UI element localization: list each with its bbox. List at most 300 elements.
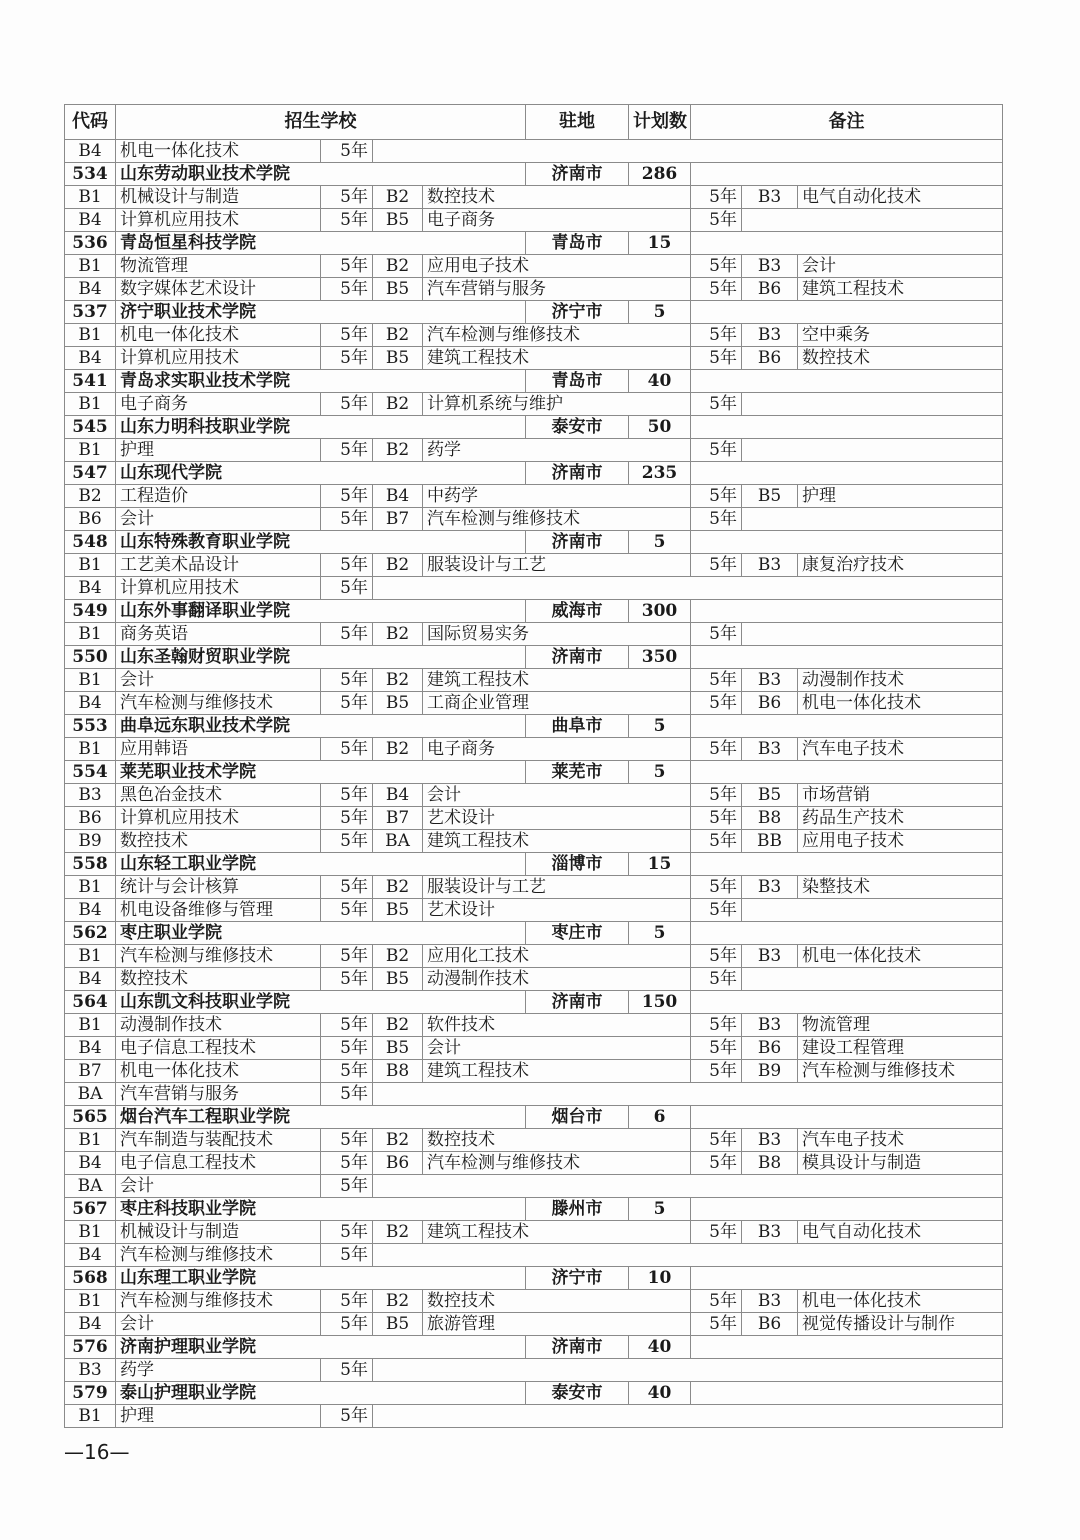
- major-row: [65, 1313, 1003, 1336]
- major-duration: 5年: [321, 485, 373, 508]
- major-row: [65, 278, 1003, 301]
- major-name: 染整技术: [798, 876, 1003, 899]
- major-duration: 5年: [691, 255, 742, 278]
- major-name: 商务英语: [116, 623, 321, 646]
- major-code: B3: [742, 554, 798, 577]
- major-code: B2: [373, 1221, 423, 1244]
- major-code: B1: [65, 393, 116, 416]
- major-row: [65, 347, 1003, 370]
- major-row: [65, 554, 1003, 577]
- major-name: 会计: [423, 1037, 691, 1060]
- school-name: 泰山护理职业学院: [116, 1382, 526, 1405]
- major-code: B1: [65, 1405, 116, 1428]
- major-row: [65, 784, 1003, 807]
- remarks-cell: [691, 232, 1003, 255]
- school-plan-count: 40: [629, 1336, 691, 1359]
- major-name: 计算机应用技术: [116, 347, 321, 370]
- major-code: B4: [65, 1037, 116, 1060]
- major-duration: 5年: [321, 393, 373, 416]
- major-name: 工商企业管理: [423, 692, 691, 715]
- major-name: 汽车检测与维修技术: [423, 1152, 691, 1175]
- school-location: 青岛市: [526, 232, 629, 255]
- major-name: 建筑工程技术: [423, 669, 691, 692]
- remarks-cell: [691, 370, 1003, 393]
- major-duration: 5年: [691, 692, 742, 715]
- school-code: 568: [65, 1267, 116, 1290]
- major-name: 统计与会计核算: [116, 876, 321, 899]
- school-code: 553: [65, 715, 116, 738]
- major-code: B4: [65, 278, 116, 301]
- major-row: [65, 140, 1003, 163]
- major-code: B6: [742, 347, 798, 370]
- major-name: 工程造价: [116, 485, 321, 508]
- major-duration: 5年: [321, 945, 373, 968]
- school-plan-count: 350: [629, 646, 691, 669]
- school-plan-count: 150: [629, 991, 691, 1014]
- major-name: 汽车检测与维修技术: [116, 1244, 321, 1267]
- major-code: B4: [65, 968, 116, 991]
- remarks-cell: [691, 163, 1003, 186]
- major-code: B7: [373, 807, 423, 830]
- major-code: B5: [373, 1313, 423, 1336]
- major-duration: 5年: [321, 623, 373, 646]
- major-row: [65, 807, 1003, 830]
- major-row: [65, 186, 1003, 209]
- major-name: 会计: [116, 1313, 321, 1336]
- major-code: B3: [742, 738, 798, 761]
- major-duration: 5年: [321, 738, 373, 761]
- major-duration: 5年: [321, 577, 373, 600]
- major-row: [65, 1175, 1003, 1198]
- major-name: 护理: [798, 485, 1003, 508]
- major-duration: 5年: [691, 945, 742, 968]
- major-duration: 5年: [321, 209, 373, 232]
- major-name: 汽车电子技术: [798, 738, 1003, 761]
- major-name: 计算机应用技术: [116, 209, 321, 232]
- major-duration: 5年: [691, 738, 742, 761]
- major-name: 康复治疗技术: [798, 554, 1003, 577]
- major-name: 汽车检测与维修技术: [798, 1060, 1003, 1083]
- major-duration: 5年: [321, 1313, 373, 1336]
- major-name: 建筑工程技术: [798, 278, 1003, 301]
- major-code: B3: [742, 186, 798, 209]
- major-name: 应用化工技术: [423, 945, 691, 968]
- empty-cell: [373, 1175, 1003, 1198]
- major-duration: 5年: [321, 1060, 373, 1083]
- major-code: B8: [742, 1152, 798, 1175]
- school-plan-count: 40: [629, 370, 691, 393]
- remarks-cell: [691, 600, 1003, 623]
- major-name: 动漫制作技术: [423, 968, 691, 991]
- major-code: BA: [65, 1083, 116, 1106]
- major-duration: 5年: [691, 1037, 742, 1060]
- school-location: 济南市: [526, 531, 629, 554]
- school-code: 576: [65, 1336, 116, 1359]
- major-code: B6: [65, 807, 116, 830]
- remarks-cell: [691, 646, 1003, 669]
- school-code: 547: [65, 462, 116, 485]
- major-row: [65, 1083, 1003, 1106]
- school-code: 579: [65, 1382, 116, 1405]
- school-plan-count: 6: [629, 1106, 691, 1129]
- major-row: [65, 1359, 1003, 1382]
- major-code: B2: [373, 1129, 423, 1152]
- major-code: B2: [373, 255, 423, 278]
- major-row: [65, 968, 1003, 991]
- major-row: [65, 899, 1003, 922]
- empty-cell: [373, 1083, 1003, 1106]
- major-name: 计算机系统与维护: [423, 393, 691, 416]
- major-row: [65, 255, 1003, 278]
- major-code: B5: [373, 692, 423, 715]
- major-name: 汽车制造与装配技术: [116, 1129, 321, 1152]
- school-plan-count: 286: [629, 163, 691, 186]
- major-code: B1: [65, 255, 116, 278]
- major-code: B2: [373, 669, 423, 692]
- major-duration: 5年: [691, 669, 742, 692]
- major-row: [65, 439, 1003, 462]
- school-location: 济宁市: [526, 301, 629, 324]
- major-code: B5: [373, 968, 423, 991]
- school-name: 青岛恒星科技学院: [116, 232, 526, 255]
- header-school: 招生学校: [116, 105, 526, 140]
- major-code: B2: [373, 738, 423, 761]
- major-name: 物流管理: [798, 1014, 1003, 1037]
- major-duration: 5年: [321, 1244, 373, 1267]
- school-plan-count: 50: [629, 416, 691, 439]
- empty-cell: [373, 1244, 1003, 1267]
- major-duration: 5年: [691, 347, 742, 370]
- major-code: B5: [373, 1037, 423, 1060]
- major-row: [65, 485, 1003, 508]
- school-name: 枣庄科技职业学院: [116, 1198, 526, 1221]
- major-name: 建筑工程技术: [423, 1221, 691, 1244]
- major-duration: 5年: [691, 876, 742, 899]
- school-row: [65, 1382, 1003, 1405]
- school-name: 山东轻工职业学院: [116, 853, 526, 876]
- school-plan-count: 5: [629, 531, 691, 554]
- school-name: 枣庄职业学院: [116, 922, 526, 945]
- major-name: 汽车检测与维修技术: [116, 692, 321, 715]
- major-code: B2: [373, 324, 423, 347]
- major-code: B3: [742, 669, 798, 692]
- school-row: [65, 301, 1003, 324]
- empty-cell: [742, 209, 1003, 232]
- school-plan-count: 300: [629, 600, 691, 623]
- major-code: B2: [373, 945, 423, 968]
- school-plan-count: 5: [629, 761, 691, 784]
- major-row: [65, 1405, 1003, 1428]
- remarks-cell: [691, 1267, 1003, 1290]
- major-duration: 5年: [321, 692, 373, 715]
- major-code: B1: [65, 1014, 116, 1037]
- major-code: B6: [742, 692, 798, 715]
- school-code: 567: [65, 1198, 116, 1221]
- major-row: [65, 324, 1003, 347]
- major-name: 汽车检测与维修技术: [423, 508, 691, 531]
- major-code: B8: [373, 1060, 423, 1083]
- major-name: 汽车电子技术: [798, 1129, 1003, 1152]
- school-plan-count: 5: [629, 715, 691, 738]
- major-code: B5: [373, 278, 423, 301]
- major-name: 应用电子技术: [423, 255, 691, 278]
- major-name: 机电一体化技术: [798, 945, 1003, 968]
- major-duration: 5年: [321, 255, 373, 278]
- major-duration: 5年: [691, 439, 742, 462]
- major-code: B3: [65, 1359, 116, 1382]
- major-name: 空中乘务: [798, 324, 1003, 347]
- major-code: B4: [373, 784, 423, 807]
- major-name: 机电一体化技术: [798, 692, 1003, 715]
- major-duration: 5年: [691, 807, 742, 830]
- school-name: 莱芜职业技术学院: [116, 761, 526, 784]
- major-name: 中药学: [423, 485, 691, 508]
- remarks-cell: [691, 416, 1003, 439]
- major-code: B1: [65, 945, 116, 968]
- major-code: BA: [373, 830, 423, 853]
- remarks-cell: [691, 1382, 1003, 1405]
- major-code: B1: [65, 1221, 116, 1244]
- major-code: B4: [65, 347, 116, 370]
- enrollment-table-page: [64, 104, 1002, 1428]
- school-code: 548: [65, 531, 116, 554]
- page-number: —16—: [64, 1440, 130, 1464]
- school-row: [65, 1336, 1003, 1359]
- major-code: B1: [65, 439, 116, 462]
- major-name: 护理: [116, 439, 321, 462]
- major-duration: 5年: [321, 1129, 373, 1152]
- remarks-cell: [691, 922, 1003, 945]
- major-duration: 5年: [321, 1152, 373, 1175]
- major-row: [65, 508, 1003, 531]
- major-name: 软件技术: [423, 1014, 691, 1037]
- school-name: 山东力明科技职业学院: [116, 416, 526, 439]
- major-duration: 5年: [691, 324, 742, 347]
- remarks-cell: [691, 853, 1003, 876]
- school-name: 山东特殊教育职业学院: [116, 531, 526, 554]
- school-name: 济南护理职业学院: [116, 1336, 526, 1359]
- major-name: 旅游管理: [423, 1313, 691, 1336]
- school-plan-count: 15: [629, 232, 691, 255]
- major-code: B2: [373, 393, 423, 416]
- major-code: B3: [742, 876, 798, 899]
- school-code: 565: [65, 1106, 116, 1129]
- major-name: 数控技术: [423, 186, 691, 209]
- empty-cell: [742, 899, 1003, 922]
- major-code: B1: [65, 669, 116, 692]
- major-code: B6: [742, 1313, 798, 1336]
- school-name: 青岛求实职业技术学院: [116, 370, 526, 393]
- major-code: B7: [65, 1060, 116, 1083]
- major-duration: 5年: [691, 1152, 742, 1175]
- school-row: [65, 600, 1003, 623]
- school-plan-count: 40: [629, 1382, 691, 1405]
- major-name: 电子商务: [423, 738, 691, 761]
- major-code: B5: [373, 209, 423, 232]
- major-row: [65, 1060, 1003, 1083]
- table-header: [65, 105, 1003, 140]
- school-location: 泰安市: [526, 416, 629, 439]
- major-code: B4: [65, 577, 116, 600]
- major-duration: 5年: [321, 830, 373, 853]
- major-code: B3: [65, 784, 116, 807]
- major-row: [65, 1129, 1003, 1152]
- enrollment-table: [64, 104, 1003, 1428]
- major-code: B3: [742, 1290, 798, 1313]
- major-name: 建设工程管理: [798, 1037, 1003, 1060]
- major-code: B5: [373, 347, 423, 370]
- major-name: 国际贸易实务: [423, 623, 691, 646]
- major-duration: 5年: [691, 1060, 742, 1083]
- major-code: B3: [742, 945, 798, 968]
- major-code: B2: [373, 186, 423, 209]
- major-name: 机电一体化技术: [116, 140, 321, 163]
- school-location: 济南市: [526, 646, 629, 669]
- major-code: B9: [742, 1060, 798, 1083]
- major-duration: 5年: [321, 876, 373, 899]
- major-row: [65, 738, 1003, 761]
- school-code: 534: [65, 163, 116, 186]
- school-location: 青岛市: [526, 370, 629, 393]
- empty-cell: [742, 393, 1003, 416]
- remarks-cell: [691, 1106, 1003, 1129]
- major-name: 计算机应用技术: [116, 577, 321, 600]
- major-name: 电气自动化技术: [798, 1221, 1003, 1244]
- major-duration: 5年: [321, 1221, 373, 1244]
- school-location: 济宁市: [526, 1267, 629, 1290]
- major-name: 护理: [116, 1405, 321, 1428]
- major-code: B1: [65, 876, 116, 899]
- major-code: B3: [742, 1221, 798, 1244]
- major-code: B7: [373, 508, 423, 531]
- major-code: B4: [65, 899, 116, 922]
- major-code: B8: [742, 807, 798, 830]
- school-location: 济南市: [526, 991, 629, 1014]
- major-code: B1: [65, 738, 116, 761]
- major-code: B2: [373, 876, 423, 899]
- major-row: [65, 393, 1003, 416]
- major-row: [65, 1037, 1003, 1060]
- school-row: [65, 163, 1003, 186]
- school-code: 537: [65, 301, 116, 324]
- major-name: 会计: [116, 508, 321, 531]
- major-duration: 5年: [691, 1014, 742, 1037]
- major-code: B2: [373, 439, 423, 462]
- school-name: 曲阜远东职业技术学院: [116, 715, 526, 738]
- empty-cell: [742, 439, 1003, 462]
- major-name: 机电设备维修与管理: [116, 899, 321, 922]
- school-plan-count: 5: [629, 1198, 691, 1221]
- major-name: 数控技术: [423, 1129, 691, 1152]
- major-row: [65, 945, 1003, 968]
- major-name: 艺术设计: [423, 807, 691, 830]
- school-row: [65, 370, 1003, 393]
- major-duration: 5年: [321, 186, 373, 209]
- major-row: [65, 692, 1003, 715]
- major-name: 模具设计与制造: [798, 1152, 1003, 1175]
- major-name: 机电一体化技术: [116, 1060, 321, 1083]
- major-name: 机电一体化技术: [116, 324, 321, 347]
- major-row: [65, 209, 1003, 232]
- major-row: [65, 1014, 1003, 1037]
- major-duration: 5年: [321, 508, 373, 531]
- school-code: 554: [65, 761, 116, 784]
- major-duration: 5年: [691, 623, 742, 646]
- major-name: 物流管理: [116, 255, 321, 278]
- school-row: [65, 761, 1003, 784]
- school-name: 山东现代学院: [116, 462, 526, 485]
- major-name: 黑色冶金技术: [116, 784, 321, 807]
- major-code: B3: [742, 324, 798, 347]
- major-code: B5: [742, 784, 798, 807]
- major-name: 机电一体化技术: [798, 1290, 1003, 1313]
- major-duration: 5年: [691, 278, 742, 301]
- major-duration: 5年: [321, 439, 373, 462]
- major-duration: 5年: [321, 1083, 373, 1106]
- school-plan-count: 5: [629, 301, 691, 324]
- major-duration: 5年: [321, 324, 373, 347]
- header-location: 驻地: [526, 105, 629, 140]
- major-duration: 5年: [321, 278, 373, 301]
- major-row: [65, 1290, 1003, 1313]
- major-code: B2: [373, 1290, 423, 1313]
- major-code: B2: [373, 623, 423, 646]
- major-duration: 5年: [691, 1221, 742, 1244]
- school-code: 536: [65, 232, 116, 255]
- major-code: B1: [65, 1129, 116, 1152]
- school-row: [65, 1267, 1003, 1290]
- major-code: B1: [65, 623, 116, 646]
- empty-cell: [373, 577, 1003, 600]
- major-name: 汽车检测与维修技术: [116, 945, 321, 968]
- major-name: 工艺美术品设计: [116, 554, 321, 577]
- major-duration: 5年: [691, 1290, 742, 1313]
- school-row: [65, 991, 1003, 1014]
- major-name: 建筑工程技术: [423, 1060, 691, 1083]
- major-name: 会计: [423, 784, 691, 807]
- major-duration: 5年: [691, 554, 742, 577]
- major-name: 数控技术: [423, 1290, 691, 1313]
- major-name: 机械设计与制造: [116, 186, 321, 209]
- school-row: [65, 715, 1003, 738]
- major-duration: 5年: [691, 393, 742, 416]
- school-code: 550: [65, 646, 116, 669]
- major-code: B5: [373, 899, 423, 922]
- major-name: 数控技术: [116, 830, 321, 853]
- major-duration: 5年: [691, 186, 742, 209]
- major-name: 数控技术: [116, 968, 321, 991]
- major-code: B3: [742, 1014, 798, 1037]
- major-code: B1: [65, 186, 116, 209]
- major-duration: 5年: [691, 485, 742, 508]
- empty-cell: [742, 968, 1003, 991]
- school-location: 济南市: [526, 462, 629, 485]
- major-name: 服装设计与工艺: [423, 554, 691, 577]
- school-row: [65, 853, 1003, 876]
- major-name: 数字媒体艺术设计: [116, 278, 321, 301]
- remarks-cell: [691, 1198, 1003, 1221]
- major-code: B6: [742, 1037, 798, 1060]
- major-name: 艺术设计: [423, 899, 691, 922]
- major-name: 动漫制作技术: [798, 669, 1003, 692]
- empty-cell: [373, 1405, 1003, 1428]
- school-row: [65, 416, 1003, 439]
- major-duration: 5年: [321, 899, 373, 922]
- major-name: 机械设计与制造: [116, 1221, 321, 1244]
- major-code: B9: [65, 830, 116, 853]
- school-code: 558: [65, 853, 116, 876]
- school-plan-count: 15: [629, 853, 691, 876]
